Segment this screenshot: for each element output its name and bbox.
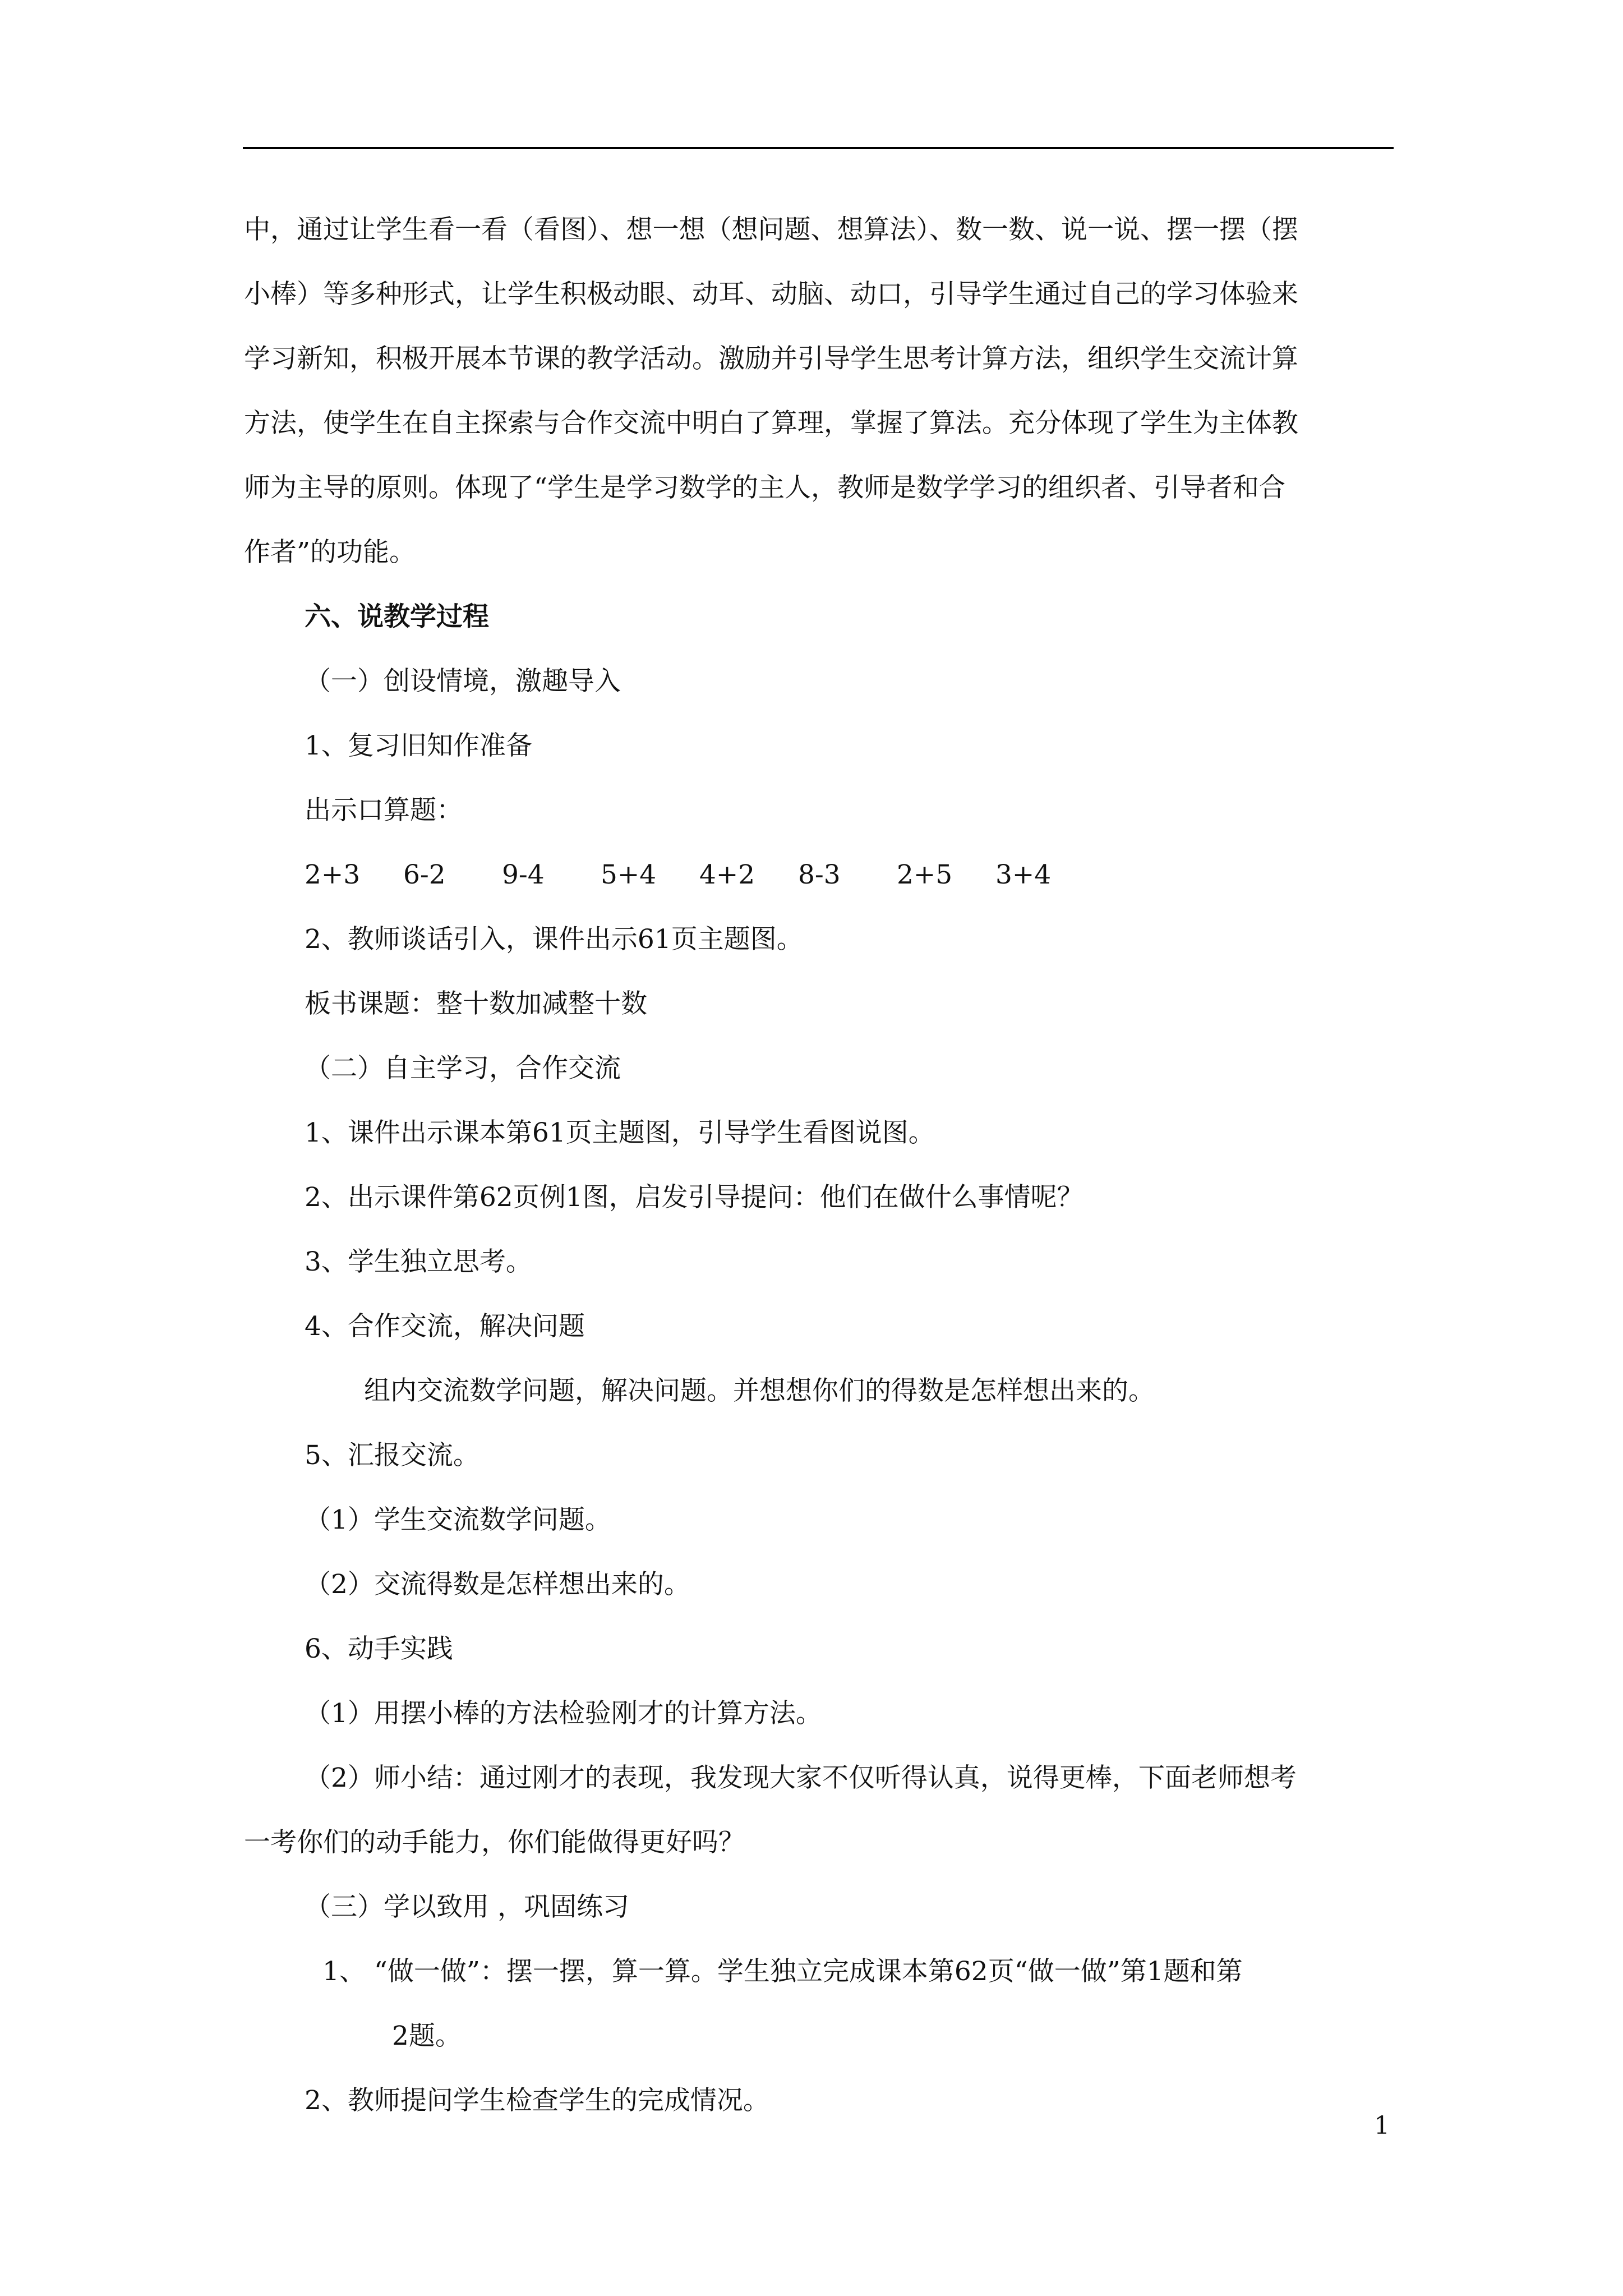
oral-exercise: 5+4 — [601, 859, 657, 890]
item-2-1: 1、课件出示课本第61页主题图，引导学生看图说图。 — [305, 1117, 935, 1148]
section-heading: 六、说教学过程 — [305, 601, 489, 632]
oral-exercise: 6-2 — [403, 859, 446, 890]
intro-line-6: 作者”的功能。 — [244, 537, 416, 568]
intro-line-1: 中，通过让学生看一看（看图）、想一想（想问题、想算法）、数一数、说一说、摆一摆（摆 — [244, 214, 1298, 245]
item-1-1: 1、复习旧知作准备 — [305, 730, 532, 761]
item-1-2: 2、教师谈话引入，课件出示61页主题图。 — [305, 924, 803, 955]
item-2-5: 5、汇报交流。 — [305, 1440, 479, 1471]
part1-heading: （一）创设情境，激趣导入 — [305, 666, 621, 697]
board-title: 板书课题：整十数加减整十数 — [305, 988, 647, 1019]
oral-exercises — [305, 858, 1094, 892]
oral-label: 出示口算题： — [305, 795, 463, 826]
item-2-4-detail: 组内交流数学问题，解决问题。并想想你们的得数是怎样想出来的。 — [364, 1375, 1155, 1406]
intro-line-2: 小棒）等多种形式，让学生积极动眼、动耳、动脑、动口，引导学生通过自己的学习体验来 — [244, 279, 1298, 310]
item-2-3: 3、学生独立思考。 — [305, 1246, 532, 1277]
item-3-2: 2、教师提问学生检查学生的完成情况。 — [305, 2085, 769, 2116]
page-number: 1 — [1374, 2111, 1390, 2140]
part2-heading: （二）自主学习，合作交流 — [305, 1053, 621, 1084]
intro-line-3: 学习新知，积极开展本节课的教学活动。激励并引导学生思考计算方法，组织学生交流计算 — [244, 343, 1298, 374]
item-2-6-b-line-2: 一考你们的动手能力，你们能做得更好吗？ — [244, 1827, 745, 1858]
oral-exercise: 9-4 — [502, 859, 545, 890]
header-rule — [243, 147, 1394, 149]
item-2-2: 2、出示课件第62页例1图，启发引导提问：他们在做什么事情呢？ — [305, 1182, 1083, 1213]
oral-exercise: 2+5 — [897, 859, 953, 890]
item-3-1-line-1: 1、 “做一做”：摆一摆，算一算。学生独立完成课本第62页“做一做”第1题和第 — [322, 1956, 1243, 1987]
item-2-5-b: （2）交流得数是怎样想出来的。 — [305, 1569, 690, 1600]
part3-heading: （三）学以致用 ，巩固练习 — [305, 1892, 629, 1922]
oral-exercise: 3+4 — [995, 859, 1052, 890]
item-2-6-b-line-1: （2）师小结：通过刚才的表现，我发现大家不仅听得认真，说得更棒，下面老师想考 — [305, 1763, 1297, 1793]
item-2-6-a: （1）用摆小棒的方法检验刚才的计算方法。 — [305, 1698, 822, 1729]
item-2-4: 4、合作交流，解决问题 — [305, 1311, 585, 1342]
oral-exercise: 2+3 — [305, 859, 361, 890]
oral-exercise: 4+2 — [699, 859, 755, 890]
intro-line-4: 方法，使学生在自主探索与合作交流中明白了算理，掌握了算法。充分体现了学生为主体教 — [244, 408, 1298, 439]
item-2-5-a: （1）学生交流数学问题。 — [305, 1504, 611, 1535]
item-3-1-line-2: 2题。 — [392, 2021, 462, 2051]
item-2-6: 6、动手实践 — [305, 1634, 453, 1664]
intro-line-5: 师为主导的原则。体现了“学生是学习数学的主人，教师是数学学习的组织者、引导者和合 — [244, 472, 1286, 503]
oral-exercise: 8-3 — [798, 859, 841, 890]
